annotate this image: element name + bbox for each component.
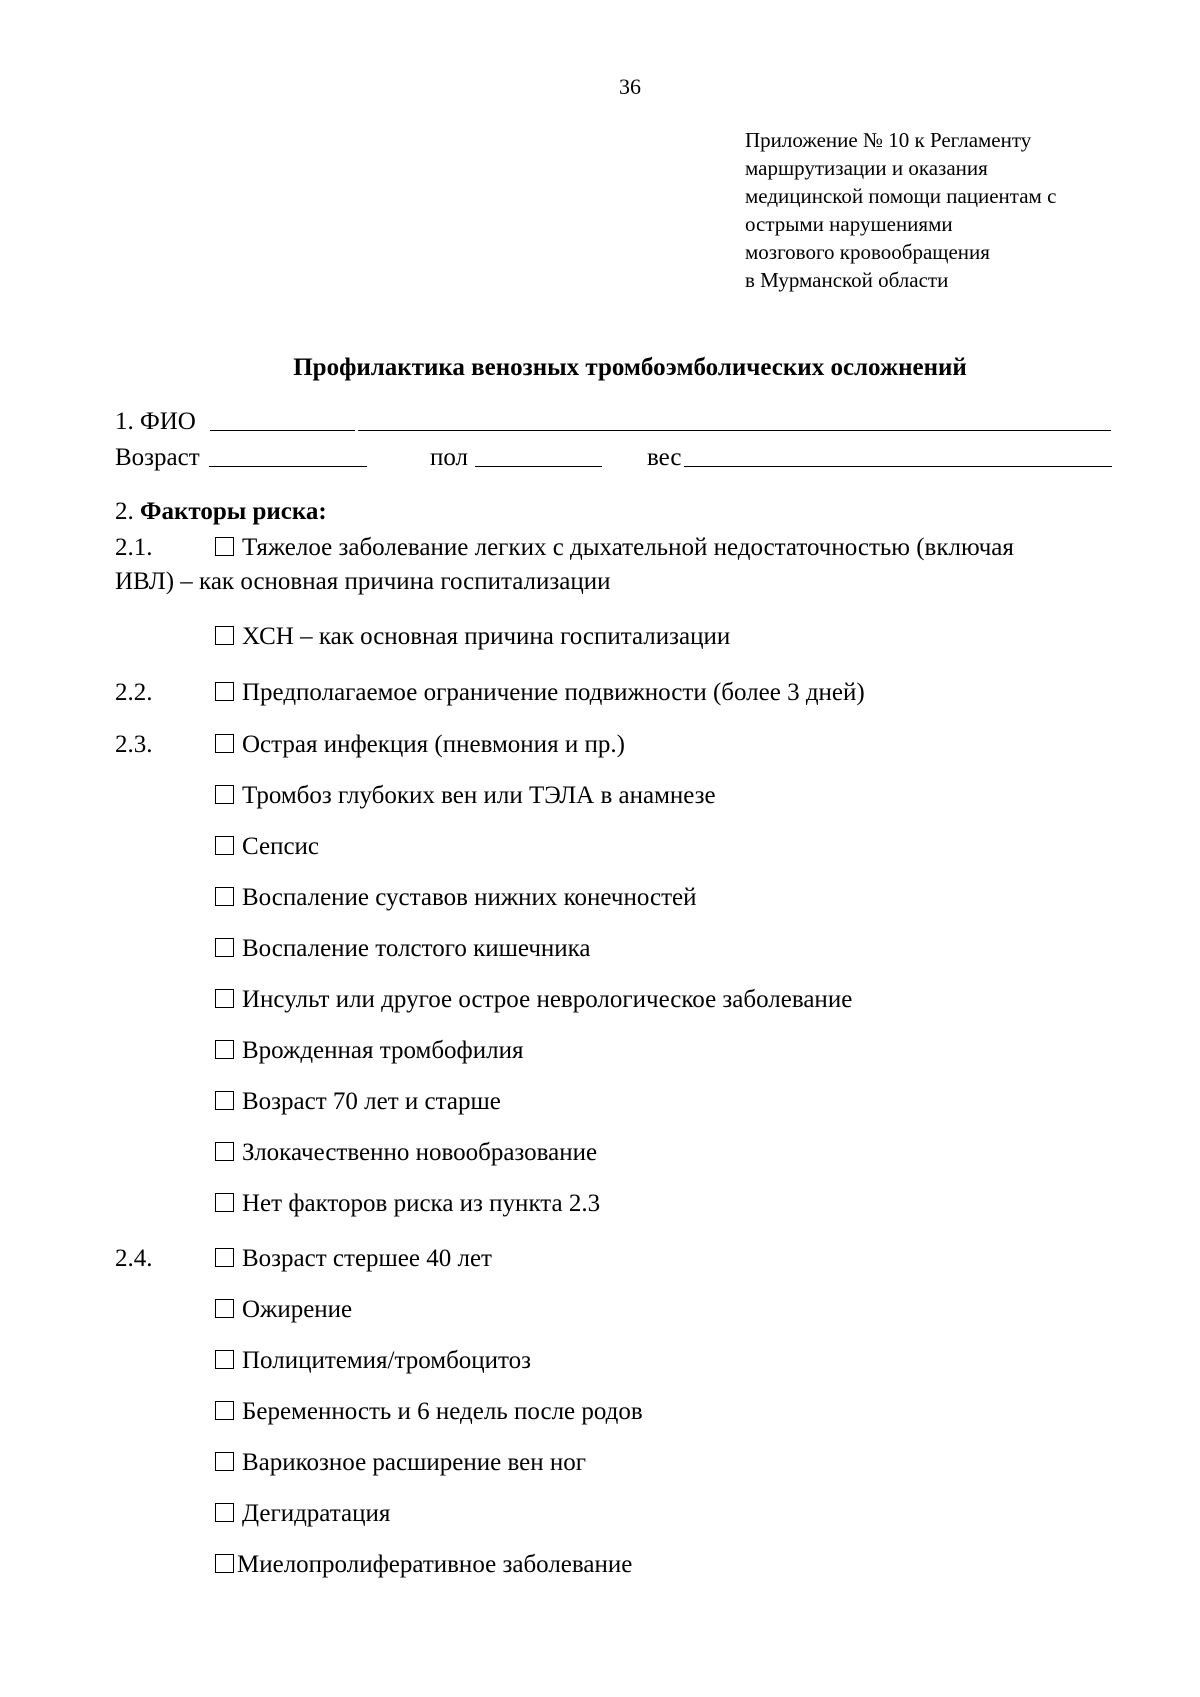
checkbox[interactable]	[215, 1452, 234, 1471]
risk-item-label: Злокачественно новообразование	[242, 1139, 598, 1166]
list-item	[215, 1499, 390, 1529]
risk-item-label: Сепсис	[242, 833, 320, 860]
list-item	[215, 1138, 597, 1168]
risk-item-label: Инсульт или другое острое неврологическое заболевание	[242, 986, 853, 1013]
age-field[interactable]	[209, 466, 367, 467]
risk-item-label: Миелопролиферативное заболевание	[237, 1551, 633, 1578]
checkbox[interactable]	[215, 1040, 234, 1059]
appendix-reference	[745, 126, 1056, 294]
risk-item-label: Тяжелое заболевание легких с дыхательной недостаточностью (включая	[242, 534, 1014, 561]
list-item	[215, 883, 696, 913]
risk-item-label: Предполагаемое ограничение подвижности (более 3 дней)	[242, 679, 865, 706]
risk-item-continuation: ИВЛ) – как основная причина госпитализации	[115, 568, 611, 595]
list-item	[215, 1550, 632, 1580]
risk-item-severe-lung-disease	[215, 533, 1014, 563]
list-item	[215, 781, 716, 811]
sex-field[interactable]	[475, 466, 602, 467]
checkbox[interactable]	[215, 1554, 234, 1573]
appendix-line: Приложение № 10 к Регламенту	[745, 128, 1032, 152]
section-number: 2.2.	[115, 679, 153, 706]
list-item	[215, 1397, 643, 1427]
checkbox[interactable]	[215, 626, 234, 645]
checkbox[interactable]	[215, 1299, 234, 1318]
checkbox[interactable]	[215, 785, 234, 804]
risk-factors-heading	[115, 497, 327, 527]
list-item	[215, 1346, 531, 1376]
list-item	[215, 985, 852, 1015]
sex-label: пол	[430, 444, 469, 471]
risk-item-label: Воспаление толстого кишечника	[242, 935, 591, 962]
checkbox[interactable]	[215, 1193, 234, 1212]
list-item	[215, 934, 591, 964]
risk-item-chf	[215, 622, 730, 652]
weight-field[interactable]	[684, 466, 1112, 467]
appendix-line: в Мурманской области	[745, 268, 949, 292]
list-item	[215, 832, 319, 862]
list-item	[215, 1448, 586, 1478]
risk-item-label: Ожирение	[242, 1296, 353, 1323]
risk-item-label: Дегидратация	[242, 1500, 391, 1527]
section-number: 2.3.	[115, 731, 153, 758]
checkbox[interactable]	[215, 1142, 234, 1161]
checkbox[interactable]	[215, 887, 234, 906]
risk-item-label: Воспаление суставов нижних конечностей	[242, 884, 697, 911]
list-item	[215, 1036, 523, 1066]
checkbox[interactable]	[215, 989, 234, 1008]
section-number: 2.1.	[115, 534, 153, 561]
checkbox[interactable]	[215, 537, 234, 556]
checkbox[interactable]	[215, 1401, 234, 1420]
risk-item-label: Тромбоз глубоких вен или ТЭЛА в анамнезе	[242, 782, 716, 809]
appendix-line: медицинской помощи пациентам с	[745, 184, 1057, 208]
fio-field-continued[interactable]	[358, 430, 1111, 431]
list-item	[215, 1295, 352, 1325]
page-number: 36	[619, 74, 641, 99]
age-label: Возраст	[115, 444, 200, 471]
appendix-line: маршрутизации и оказания	[745, 156, 988, 180]
list-item	[215, 1189, 600, 1219]
appendix-line: острыми нарушениями	[745, 212, 953, 236]
checkbox[interactable]	[215, 1248, 234, 1267]
risk-item-label: Полицитемия/тромбоцитоз	[242, 1347, 532, 1374]
list-item	[215, 1244, 492, 1274]
checkbox[interactable]	[215, 836, 234, 855]
document-title: Профилактика венозных тромбоэмболических осложнений	[293, 354, 967, 381]
risk-item-limited-mobility	[215, 678, 865, 708]
checkbox[interactable]	[215, 734, 234, 753]
appendix-line: мозгового кровообращения	[745, 240, 990, 264]
checkbox[interactable]	[215, 682, 234, 701]
section-number: 2.4.	[115, 1245, 153, 1272]
checkbox[interactable]	[215, 1503, 234, 1522]
risk-item-label: Нет факторов риска из пункта 2.3	[242, 1190, 601, 1217]
risk-item-label: Острая инфекция (пневмония и пр.)	[242, 731, 625, 758]
list-item	[215, 730, 625, 760]
checkbox[interactable]	[215, 1091, 234, 1110]
risk-item-label: Возраст 70 лет и старше	[242, 1088, 501, 1115]
risk-heading-number: 2.	[115, 498, 134, 525]
risk-item-label: ХСН – как основная причина госпитализации	[242, 623, 731, 650]
checkbox[interactable]	[215, 1350, 234, 1369]
risk-item-label: Врожденная тромбофилия	[242, 1037, 524, 1064]
weight-label: вес	[647, 444, 682, 471]
risk-heading-label: Факторы риска:	[140, 498, 327, 525]
fio-label: 1. ФИО	[115, 408, 196, 435]
list-item	[215, 1087, 501, 1117]
risk-item-label: Варикозное расширение вен ног	[242, 1449, 586, 1476]
fio-field[interactable]	[210, 430, 355, 431]
risk-item-label: Беременность и 6 недель после родов	[242, 1398, 643, 1425]
checkbox[interactable]	[215, 938, 234, 957]
risk-item-label: Возраст стершее 40 лет	[242, 1245, 492, 1272]
